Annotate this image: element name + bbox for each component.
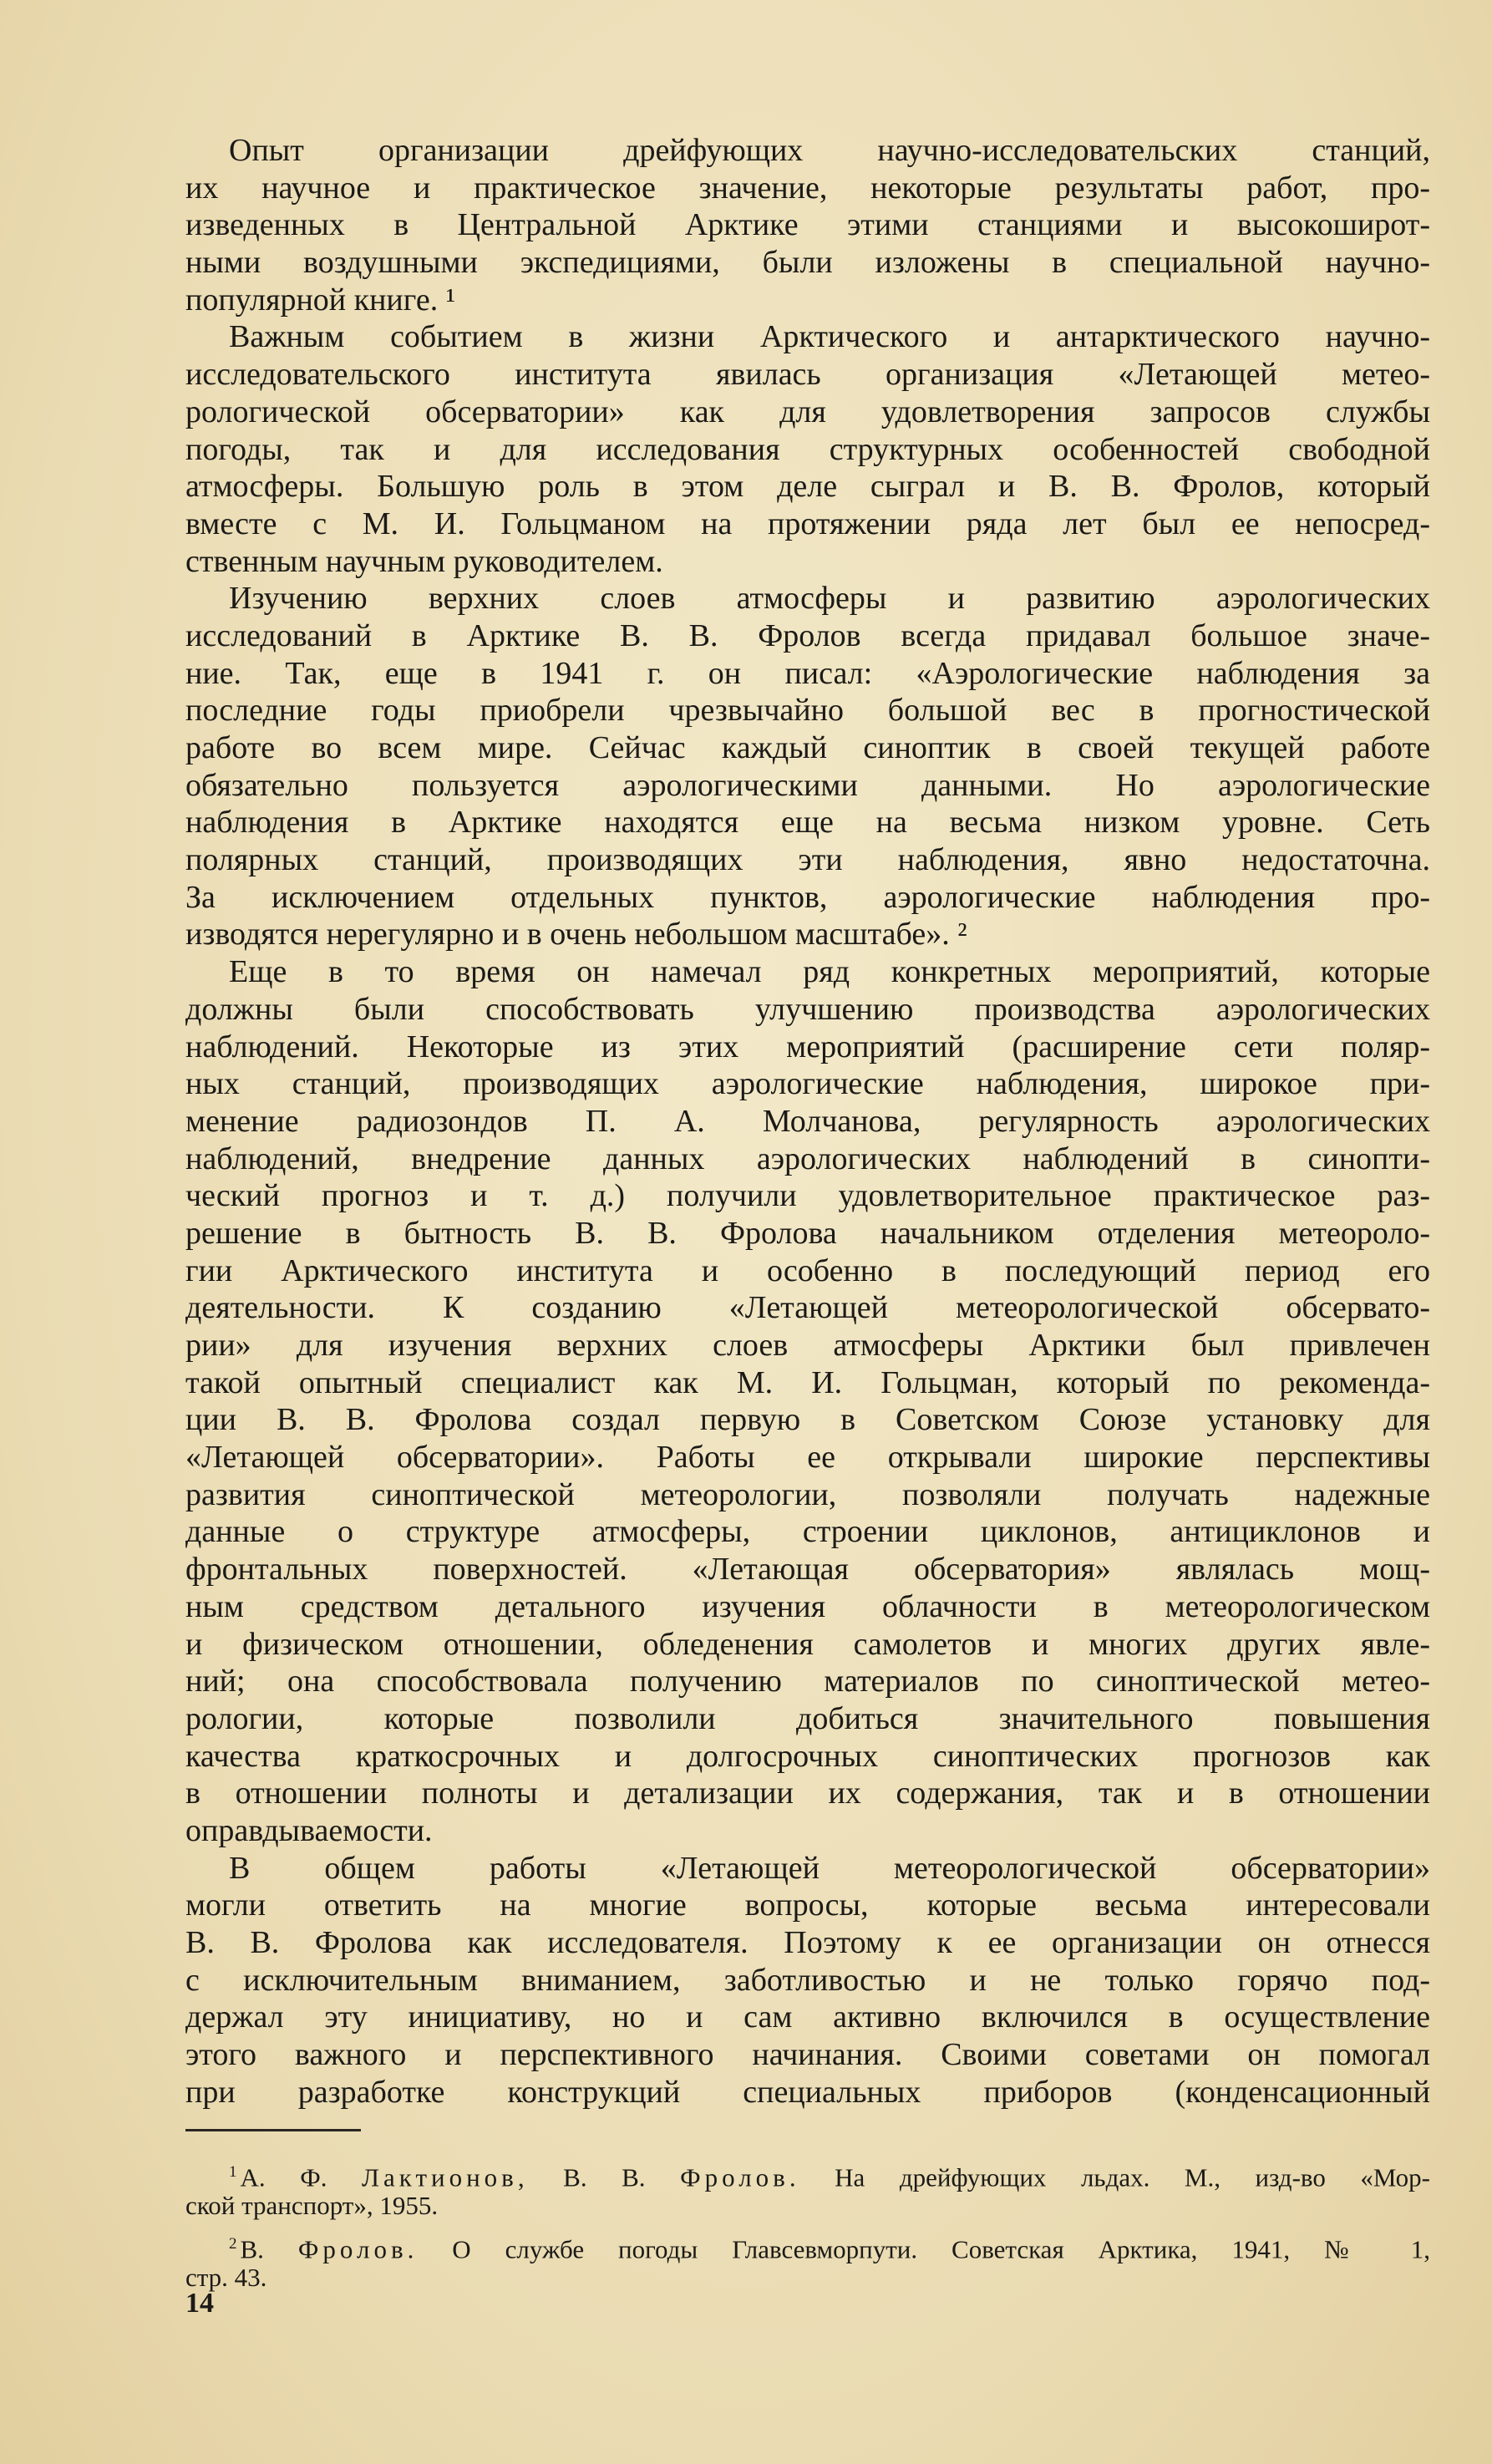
- footnote-author-initials: А. Ф.: [240, 2162, 327, 2192]
- text-line: держал эту инициативу, но и сам активно включился в осуществление: [185, 1999, 1430, 2035]
- text-line: В. В. Фролова как исследователя. Поэтому к ее организации он отнесся: [185, 1925, 1430, 1960]
- text-line: полярных станций, производящих эти наблюдения, явно недостаточна.: [185, 842, 1430, 878]
- footnote-mark: 2: [229, 2235, 237, 2253]
- page-number: 14: [185, 2288, 214, 2319]
- paragraph: [185, 132, 1430, 318]
- text-line: рии» для изучения верхних слоев атмосферы Арктики был привлечен: [185, 1328, 1430, 1363]
- footnotes: [185, 2156, 1430, 2294]
- paragraph: [185, 318, 1430, 580]
- text-line: «Летающей обсерватории». Работы ее открывали широкие перспективы: [185, 1440, 1430, 1476]
- text-line: Изучению верхних слоев атмосферы и развитию аэрологических: [229, 581, 1430, 617]
- text-line: их научное и практическое значение, некоторые результаты работ, про-: [185, 170, 1430, 206]
- text-line: менение радиозондов П. А. Молчанова, регулярность аэрологических: [185, 1103, 1430, 1139]
- paragraph: [185, 953, 1430, 1850]
- text-line: в отношении полноты и детализации их содержания, так и в отношении: [185, 1776, 1430, 1811]
- text-line: исследовательского института явилась организация «Летающей метео-: [185, 357, 1430, 393]
- text-line: такой опытный специалист как М. И. Гольцман, который по рекоменда-: [185, 1364, 1430, 1400]
- text-line: обязательно пользуется аэрологическими данными. Но аэрологические: [185, 767, 1430, 803]
- text-line: рологической обсерватории» как для удовлетворения запросов службы: [185, 394, 1430, 429]
- text-line: ции В. В. Фролова создал первую в Советском Союзе установку для: [185, 1402, 1430, 1438]
- text-line: изведенных в Центральной Арктике этими станциями и высокоширот-: [185, 207, 1430, 243]
- footnote-1: [185, 2156, 1431, 2192]
- text-line: наблюдения в Арктике находятся еще на весьма низком уровне. Сеть: [185, 805, 1430, 841]
- paragraph: [185, 580, 1430, 953]
- footnote-2: [185, 2228, 1431, 2264]
- text-line: работе во всем мире. Сейчас каждый синоптик в своей текущей работе: [185, 730, 1430, 765]
- text-line: фронтальных поверхностей. «Летающая обсерватория» являлась мощ-: [185, 1552, 1430, 1588]
- text-line: с исключительным вниманием, заботливостью и не только горячо под-: [185, 1962, 1430, 1998]
- footnote-title: О службе погоды Главсевморпути. Советская Арктика, 1941, № 1,: [452, 2234, 1431, 2264]
- text-line: ний; она способствовала получению материалов по синоптической метео-: [185, 1664, 1430, 1699]
- text-line: популярной книге. ¹: [185, 282, 456, 318]
- text-line: развития синоптической метеорологии, позволяли получать надежные: [185, 1476, 1430, 1512]
- text-line: ственным научным руководителем.: [185, 543, 663, 579]
- text-line: ние. Так, еще в 1941 г. он писал: «Аэрологические наблюдения за: [185, 655, 1430, 691]
- text-line: изводятся нерегулярно и в очень небольшом масштабе». ²: [185, 917, 967, 953]
- text-line: атмосферы. Большую роль в этом деле сыграл и В. В. Фролов, который: [185, 469, 1430, 505]
- text-line: Опыт организации дрейфующих научно-исследовательских станций,: [229, 133, 1430, 168]
- text-line: качества краткосрочных и долгосрочных синоптических прогнозов как: [185, 1738, 1430, 1774]
- footnote-1-continuation: ской транспорт», 1955.: [185, 2191, 439, 2220]
- text-line: данные о структуре атмосферы, строении циклонов, антициклонов и: [185, 1514, 1430, 1550]
- footnote-mark: 1: [229, 2163, 237, 2181]
- text-line: За исключением отдельных пунктов, аэрологические наблюдения про-: [185, 879, 1430, 915]
- paragraph: [185, 1850, 1430, 2111]
- text-line: Важным событием в жизни Арктического и антарктического научно-: [229, 319, 1430, 355]
- text-line: рологии, которые позволили добиться значительного повышения: [185, 1700, 1430, 1736]
- text-line: ных станций, производящих аэрологические наблюдения, широкое при-: [185, 1066, 1430, 1102]
- footnote-author-initials: В. В.: [563, 2162, 646, 2192]
- text-line: решение в бытность В. В. Фролова начальником отделения метеороло-: [185, 1215, 1430, 1251]
- text-line: ным средством детального изучения облачности в метеорологическом: [185, 1588, 1430, 1624]
- text-line: погоды, так и для исследования структурных особенностей свободной: [185, 431, 1430, 467]
- text-line: Еще в то время он намечал ряд конкретных мероприятий, которые: [229, 954, 1430, 990]
- footnote-divider: [185, 2129, 361, 2131]
- text-line: при разработке конструкций специальных приборов (конденсационный: [185, 2074, 1430, 2110]
- text-line: В общем работы «Летающей метеорологической обсерватории»: [229, 1850, 1430, 1886]
- footnote-2-continuation: стр. 43.: [185, 2263, 267, 2292]
- text-line: оправдываемости.: [185, 1812, 433, 1848]
- footnote-author: Фролов.: [297, 2234, 419, 2264]
- body-text: [185, 132, 1430, 2111]
- text-line: должны были способствовать улучшению производства аэрологических: [185, 991, 1430, 1027]
- text-line: исследований в Арктике В. В. Фролов всегда придавал большое значе-: [185, 617, 1430, 653]
- text-line: наблюдений. Некоторые из этих мероприятий (расширение сети поляр-: [185, 1029, 1430, 1064]
- text-line: деятельности. К созданию «Летающей метеорологической обсервато-: [185, 1290, 1430, 1326]
- text-line: наблюдений, внедрение данных аэрологических наблюдений в синопти-: [185, 1141, 1430, 1176]
- text-line: ными воздушными экспедициями, были изложены в специальной научно-: [185, 245, 1430, 281]
- text-line: и физическом отношении, обледенения самолетов и многих других явле-: [185, 1626, 1430, 1662]
- text-line: последние годы приобрели чрезвычайно большой вес в прогностической: [185, 693, 1430, 729]
- footnote-title: На дрейфующих льдах. М., изд-во «Мор-: [835, 2162, 1431, 2192]
- text-line: вместе с М. И. Гольцманом на протяжении ряда лет был ее непосред-: [185, 506, 1430, 541]
- text-line: гии Арктического института и особенно в последующий период его: [185, 1252, 1430, 1288]
- footnote-author: Лактионов,: [362, 2162, 529, 2192]
- footnote-author: Фролов.: [680, 2162, 800, 2192]
- text-line: этого важного и перспективного начинания. Своими советами он помогал: [185, 2037, 1430, 2073]
- footnote-author-initials: В.: [240, 2234, 264, 2264]
- text-line: ческий прогноз и т. д.) получили удовлетворительное практическое раз-: [185, 1178, 1430, 1214]
- text-line: могли ответить на многие вопросы, которые весьма интересовали: [185, 1887, 1430, 1923]
